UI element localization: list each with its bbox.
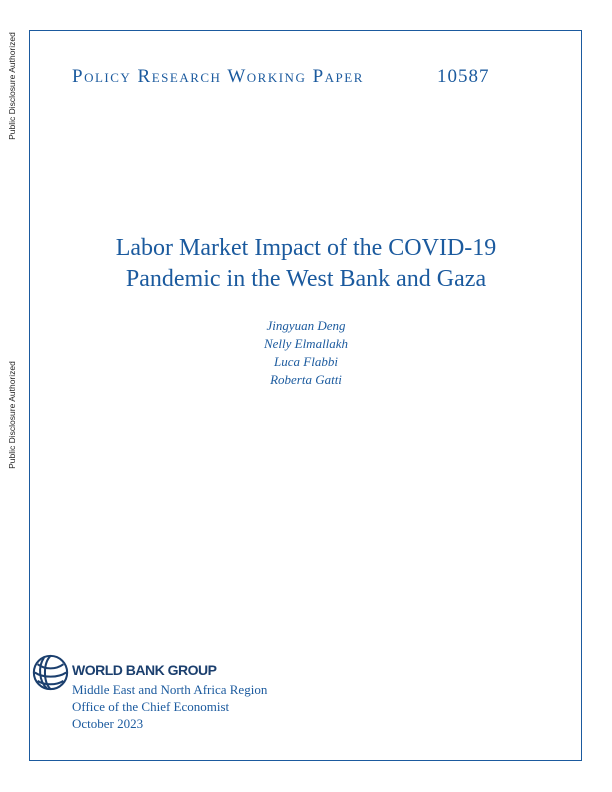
- date-line: October 2023: [72, 716, 144, 731]
- paper-number: 10587: [437, 66, 490, 87]
- author-name: Luca Flabbi: [274, 354, 338, 369]
- cover-footer: [72, 681, 267, 732]
- region-line: Middle East and North Africa Region: [72, 682, 268, 697]
- disclosure-stamp-middle: Public Disclosure Authorized: [7, 361, 17, 469]
- organization-name: WORLD BANK GROUP: [72, 662, 217, 678]
- world-bank-globe-icon: [32, 654, 69, 691]
- cover-frame: [29, 30, 582, 761]
- author-name: Jingyuan Deng: [266, 318, 346, 333]
- series-name: Policy Research Working Paper: [72, 66, 364, 87]
- office-line: Office of the Chief Economist: [72, 699, 230, 714]
- author-name: Nelly Elmallakh: [263, 336, 349, 351]
- disclosure-stamp-top: Public Disclosure Authorized: [7, 32, 17, 140]
- author-name: Roberta Gatti: [270, 372, 342, 387]
- paper-title-line-2: Pandemic in the West Bank and Gaza: [125, 266, 487, 292]
- paper-title-line-1: Labor Market Impact of the COVID-19: [115, 235, 497, 261]
- author-list: [40, 317, 572, 389]
